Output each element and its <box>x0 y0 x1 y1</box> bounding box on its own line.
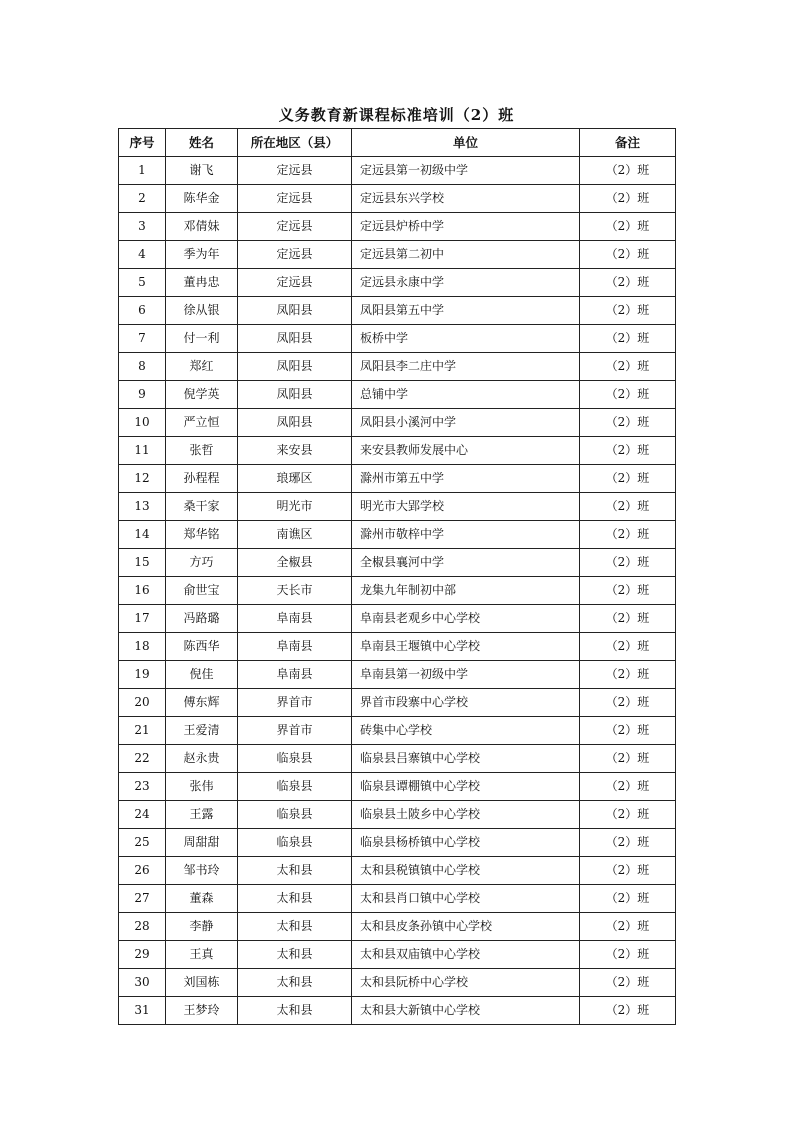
cell-area: 太和县 <box>238 997 352 1025</box>
cell-name: 董冉忠 <box>166 269 238 297</box>
table-row <box>119 269 676 297</box>
cell-note: （2）班 <box>580 437 676 465</box>
cell-name: 邹书玲 <box>166 857 238 885</box>
cell-seq: 12 <box>119 465 166 493</box>
cell-note: （2）班 <box>580 465 676 493</box>
cell-seq: 29 <box>119 941 166 969</box>
cell-unit: 全椒县襄河中学 <box>352 549 580 577</box>
cell-name: 赵永贵 <box>166 745 238 773</box>
table-row <box>119 661 676 689</box>
cell-seq: 26 <box>119 857 166 885</box>
cell-note: （2）班 <box>580 269 676 297</box>
cell-unit: 太和县大新镇中心学校 <box>352 997 580 1025</box>
cell-note: （2）班 <box>580 913 676 941</box>
cell-area: 定远县 <box>238 269 352 297</box>
table-row <box>119 633 676 661</box>
cell-seq: 1 <box>119 157 166 185</box>
cell-note: （2）班 <box>580 969 676 997</box>
cell-seq: 23 <box>119 773 166 801</box>
table-header-row <box>119 129 676 157</box>
cell-name: 傅东辉 <box>166 689 238 717</box>
cell-note: （2）班 <box>580 661 676 689</box>
cell-name: 董森 <box>166 885 238 913</box>
cell-seq: 7 <box>119 325 166 353</box>
cell-unit: 太和县皮条孙镇中心学校 <box>352 913 580 941</box>
cell-name: 严立恒 <box>166 409 238 437</box>
table-row <box>119 521 676 549</box>
cell-name: 倪佳 <box>166 661 238 689</box>
cell-seq: 11 <box>119 437 166 465</box>
table-body <box>119 157 676 1025</box>
table-row <box>119 465 676 493</box>
table-row <box>119 577 676 605</box>
cell-unit: 砖集中心学校 <box>352 717 580 745</box>
cell-unit: 阜南县老观乡中心学校 <box>352 605 580 633</box>
cell-note: （2）班 <box>580 885 676 913</box>
table-row <box>119 773 676 801</box>
table-row <box>119 353 676 381</box>
cell-unit: 定远县炉桥中学 <box>352 213 580 241</box>
cell-seq: 16 <box>119 577 166 605</box>
cell-note: （2）班 <box>580 717 676 745</box>
cell-seq: 6 <box>119 297 166 325</box>
table-row <box>119 997 676 1025</box>
document-title: 义务教育新课程标准培训（2）班 <box>278 106 515 124</box>
cell-area: 太和县 <box>238 885 352 913</box>
cell-unit: 临泉县谭棚镇中心学校 <box>352 773 580 801</box>
cell-seq: 22 <box>119 745 166 773</box>
cell-area: 定远县 <box>238 241 352 269</box>
cell-unit: 凤阳县小溪河中学 <box>352 409 580 437</box>
table-row <box>119 381 676 409</box>
cell-unit: 定远县东兴学校 <box>352 185 580 213</box>
table-row <box>119 297 676 325</box>
table-row <box>119 605 676 633</box>
cell-unit: 滁州市敬梓中学 <box>352 521 580 549</box>
cell-seq: 10 <box>119 409 166 437</box>
cell-unit: 临泉县土陂乡中心学校 <box>352 801 580 829</box>
cell-name: 郑红 <box>166 353 238 381</box>
cell-name: 陈西华 <box>166 633 238 661</box>
cell-area: 凤阳县 <box>238 381 352 409</box>
table-row <box>119 213 676 241</box>
cell-area: 临泉县 <box>238 801 352 829</box>
cell-unit: 阜南县王堰镇中心学校 <box>352 633 580 661</box>
cell-note: （2）班 <box>580 549 676 577</box>
cell-area: 凤阳县 <box>238 409 352 437</box>
table-row <box>119 745 676 773</box>
cell-unit: 定远县第一初级中学 <box>352 157 580 185</box>
cell-area: 太和县 <box>238 913 352 941</box>
table-row <box>119 857 676 885</box>
header-area: 所在地区（县） <box>238 129 352 157</box>
cell-area: 凤阳县 <box>238 325 352 353</box>
cell-note: （2）班 <box>580 577 676 605</box>
header-unit: 单位 <box>352 129 580 157</box>
cell-name: 邓倩妹 <box>166 213 238 241</box>
cell-area: 太和县 <box>238 857 352 885</box>
cell-seq: 3 <box>119 213 166 241</box>
cell-name: 王真 <box>166 941 238 969</box>
cell-name: 孙程程 <box>166 465 238 493</box>
cell-unit: 来安县教师发展中心 <box>352 437 580 465</box>
cell-unit: 总铺中学 <box>352 381 580 409</box>
cell-note: （2）班 <box>580 773 676 801</box>
cell-area: 南谯区 <box>238 521 352 549</box>
cell-unit: 凤阳县李二庄中学 <box>352 353 580 381</box>
cell-name: 张伟 <box>166 773 238 801</box>
cell-seq: 5 <box>119 269 166 297</box>
table-row <box>119 829 676 857</box>
cell-unit: 定远县第二初中 <box>352 241 580 269</box>
cell-note: （2）班 <box>580 941 676 969</box>
cell-unit: 滁州市第五中学 <box>352 465 580 493</box>
cell-name: 李静 <box>166 913 238 941</box>
cell-area: 明光市 <box>238 493 352 521</box>
cell-seq: 25 <box>119 829 166 857</box>
cell-note: （2）班 <box>580 297 676 325</box>
cell-name: 俞世宝 <box>166 577 238 605</box>
cell-seq: 9 <box>119 381 166 409</box>
cell-seq: 21 <box>119 717 166 745</box>
cell-name: 王梦玲 <box>166 997 238 1025</box>
cell-note: （2）班 <box>580 801 676 829</box>
cell-name: 谢飞 <box>166 157 238 185</box>
cell-area: 太和县 <box>238 969 352 997</box>
cell-unit: 太和县阮桥中心学校 <box>352 969 580 997</box>
cell-note: （2）班 <box>580 157 676 185</box>
cell-area: 天长市 <box>238 577 352 605</box>
table-row <box>119 325 676 353</box>
cell-note: （2）班 <box>580 241 676 269</box>
cell-area: 阜南县 <box>238 605 352 633</box>
cell-note: （2）班 <box>580 689 676 717</box>
cell-area: 界首市 <box>238 717 352 745</box>
cell-seq: 28 <box>119 913 166 941</box>
table-row <box>119 185 676 213</box>
cell-seq: 17 <box>119 605 166 633</box>
header-note: 备注 <box>580 129 676 157</box>
cell-note: （2）班 <box>580 745 676 773</box>
table-row <box>119 717 676 745</box>
cell-area: 太和县 <box>238 941 352 969</box>
cell-seq: 31 <box>119 997 166 1025</box>
cell-unit: 凤阳县第五中学 <box>352 297 580 325</box>
cell-note: （2）班 <box>580 829 676 857</box>
cell-seq: 19 <box>119 661 166 689</box>
table-row <box>119 941 676 969</box>
cell-seq: 8 <box>119 353 166 381</box>
table-row <box>119 241 676 269</box>
cell-name: 桑干家 <box>166 493 238 521</box>
table-row <box>119 885 676 913</box>
cell-name: 陈华金 <box>166 185 238 213</box>
cell-seq: 18 <box>119 633 166 661</box>
cell-unit: 太和县肖口镇中心学校 <box>352 885 580 913</box>
cell-name: 王露 <box>166 801 238 829</box>
cell-area: 临泉县 <box>238 773 352 801</box>
cell-note: （2）班 <box>580 633 676 661</box>
cell-name: 刘国栋 <box>166 969 238 997</box>
cell-seq: 15 <box>119 549 166 577</box>
header-name: 姓名 <box>166 129 238 157</box>
cell-seq: 24 <box>119 801 166 829</box>
cell-name: 倪学英 <box>166 381 238 409</box>
cell-seq: 30 <box>119 969 166 997</box>
cell-name: 郑华铭 <box>166 521 238 549</box>
cell-note: （2）班 <box>580 185 676 213</box>
cell-unit: 临泉县杨桥镇中心学校 <box>352 829 580 857</box>
cell-unit: 太和县税镇镇中心学校 <box>352 857 580 885</box>
cell-seq: 4 <box>119 241 166 269</box>
cell-area: 定远县 <box>238 185 352 213</box>
cell-note: （2）班 <box>580 409 676 437</box>
cell-seq: 14 <box>119 521 166 549</box>
cell-note: （2）班 <box>580 213 676 241</box>
cell-note: （2）班 <box>580 997 676 1025</box>
cell-area: 琅琊区 <box>238 465 352 493</box>
cell-area: 临泉县 <box>238 745 352 773</box>
cell-note: （2）班 <box>580 521 676 549</box>
cell-name: 季为年 <box>166 241 238 269</box>
cell-seq: 2 <box>119 185 166 213</box>
cell-area: 阜南县 <box>238 661 352 689</box>
cell-unit: 龙集九年制初中部 <box>352 577 580 605</box>
cell-area: 阜南县 <box>238 633 352 661</box>
cell-area: 定远县 <box>238 213 352 241</box>
cell-note: （2）班 <box>580 857 676 885</box>
cell-name: 张哲 <box>166 437 238 465</box>
table-row <box>119 157 676 185</box>
table-row <box>119 801 676 829</box>
cell-name: 徐从银 <box>166 297 238 325</box>
cell-area: 来安县 <box>238 437 352 465</box>
cell-area: 定远县 <box>238 157 352 185</box>
cell-seq: 27 <box>119 885 166 913</box>
cell-note: （2）班 <box>580 381 676 409</box>
cell-seq: 13 <box>119 493 166 521</box>
table-row <box>119 689 676 717</box>
table-row <box>119 493 676 521</box>
table-row <box>119 409 676 437</box>
cell-name: 周甜甜 <box>166 829 238 857</box>
cell-area: 界首市 <box>238 689 352 717</box>
header-seq: 序号 <box>119 129 166 157</box>
cell-unit: 界首市段寨中心学校 <box>352 689 580 717</box>
cell-unit: 明光市大郢学校 <box>352 493 580 521</box>
cell-note: （2）班 <box>580 605 676 633</box>
roster-table <box>118 128 676 1025</box>
cell-area: 凤阳县 <box>238 297 352 325</box>
cell-name: 方巧 <box>166 549 238 577</box>
cell-name: 付一利 <box>166 325 238 353</box>
table-row <box>119 549 676 577</box>
cell-unit: 阜南县第一初级中学 <box>352 661 580 689</box>
table-row <box>119 913 676 941</box>
cell-unit: 太和县双庙镇中心学校 <box>352 941 580 969</box>
cell-area: 全椒县 <box>238 549 352 577</box>
cell-seq: 20 <box>119 689 166 717</box>
cell-name: 王爱清 <box>166 717 238 745</box>
cell-unit: 临泉县吕寨镇中心学校 <box>352 745 580 773</box>
table-row <box>119 437 676 465</box>
cell-note: （2）班 <box>580 353 676 381</box>
table-row <box>119 969 676 997</box>
cell-unit: 板桥中学 <box>352 325 580 353</box>
cell-unit: 定远县永康中学 <box>352 269 580 297</box>
cell-note: （2）班 <box>580 325 676 353</box>
cell-area: 临泉县 <box>238 829 352 857</box>
cell-area: 凤阳县 <box>238 353 352 381</box>
cell-note: （2）班 <box>580 493 676 521</box>
cell-name: 冯路璐 <box>166 605 238 633</box>
